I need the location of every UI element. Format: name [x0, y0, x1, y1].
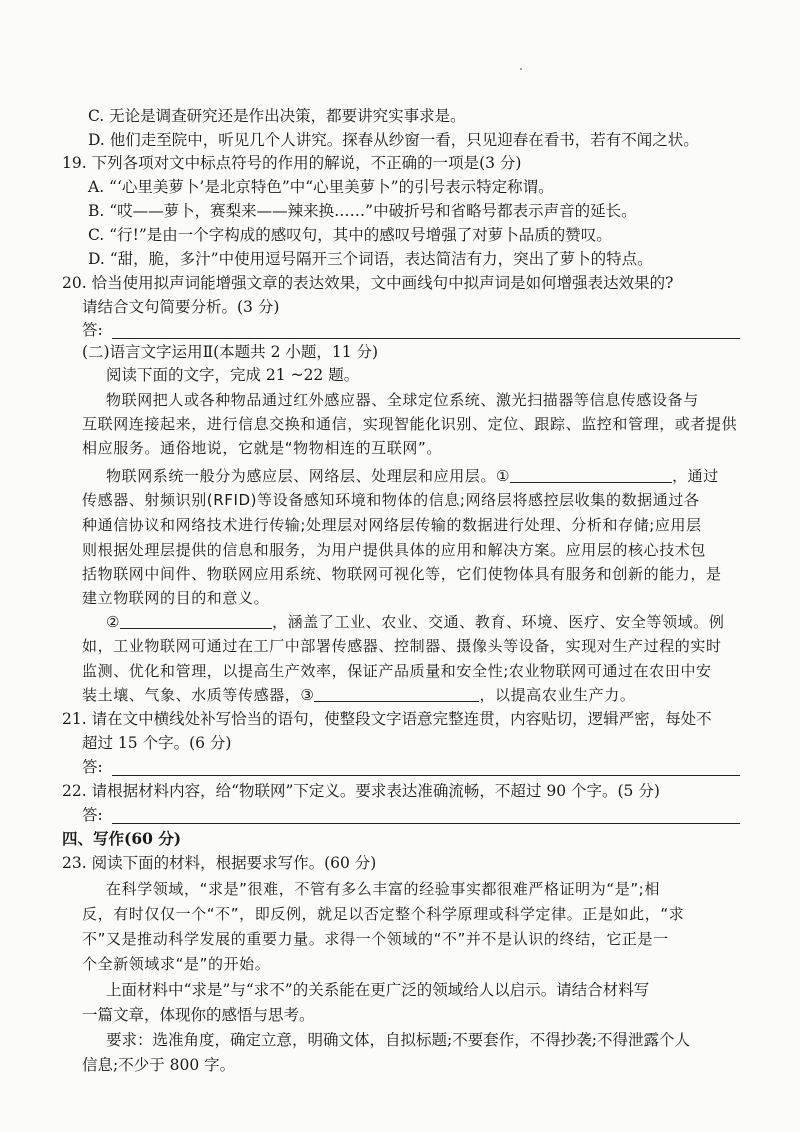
- q23-task-line1: 上面材料中“求是”与“求不”的关系能在更广泛的领域给人以启示。请结合材料写: [106, 981, 650, 999]
- section2-heading: (二)语言文字运用Ⅱ(本题共 2 小题，11 分): [82, 343, 379, 361]
- passage-p3-line2: 如，工业物联网可通过在工厂中部署传感器、控制器、摄像头等设备，实现对生产过程的实时: [82, 637, 722, 655]
- q18-option-c: C. 无论是调查研究还是作出决策，都要讲究实事求是。: [88, 107, 466, 125]
- blank-3[interactable]: [314, 687, 479, 702]
- passage-p2-line4: 则根据处理层提供的信息和服务，为用户提供具体的应用和解决方案。应用层的核心技术包: [82, 541, 707, 559]
- section2-instruction: 阅读下面的文字，完成 21 ~22 题。: [106, 366, 360, 384]
- passage-p1-line3: 相应服务。通俗地说，它就是“物物相连的互联网”。: [82, 439, 442, 457]
- passage-p3-line4-tail: ，以提高农业生产力。: [479, 686, 636, 704]
- passage-p3-line1: [106, 611, 724, 633]
- q21-stem-line2: 超过 15 个字。(6 分): [82, 734, 232, 752]
- scan-speck: [520, 68, 522, 70]
- q23-task-line2: 一篇文章，体现你的感悟与思考。: [82, 1006, 315, 1024]
- passage-p2-line1-tail: ，通过: [672, 467, 719, 485]
- q19-option-a: A. “‘心里美萝卜’是北京特色”中“心里美萝卜”的引号表示特定称谓。: [88, 178, 554, 196]
- blank-2[interactable]: [120, 614, 272, 629]
- passage-p1-line1: 物联网把人或各种物品通过红外感应器、全球定位系统、激光扫描器等信息传感设备与: [106, 391, 699, 409]
- q23-requirement-line2: 信息;不少于 800 字。: [82, 1056, 236, 1074]
- q21-answer-line[interactable]: [112, 775, 740, 776]
- q21-answer-label: 答:: [82, 758, 103, 776]
- passage-p3-line1-tail: ，涵盖了工业、农业、交通、教育、环境、医疗、安全等领域。例: [272, 613, 725, 631]
- q23-material-line1: 在科学领域，“求是”很难，不管有多么丰富的经验事实都很难严格证明为“是”;相: [106, 880, 660, 898]
- passage-p3-line3: 监测、优化和管理，以提高生产效率，保证产品质量和安全性;农业物联网可通过在农田中安: [82, 662, 712, 680]
- q21-stem-line1: 21. 请在文中横线处补写恰当的语句，使整段文字语意完整连贯，内容贴切，逻辑严密，每处不: [62, 710, 712, 728]
- passage-p2-line2: 传感器、射频识别(RFID)等设备感知环境和物体的信息;网络层将感控层收集的数据通过各: [82, 491, 700, 509]
- q23-requirement-line1: 要求：选准角度，确定立意，明确文体，自拟标题;不要套作，不得抄袭;不得泄露个人: [106, 1031, 690, 1049]
- q19-option-b: B. “哎——萝卜，赛梨来——辣来换……”中破折号和省略号都表示声音的延长。: [88, 202, 637, 220]
- q19-option-d: D. “甜，脆，多汁”中使用逗号隔开三个词语，表达简洁有力，突出了萝卜的特点。: [88, 250, 653, 268]
- passage-p2-line6: 建立物联网的目的和意义。: [82, 589, 270, 607]
- q22-answer-label: 答:: [82, 806, 103, 824]
- section4-heading: 四、写作(60 分): [62, 829, 182, 848]
- q23-material-line4: 个全新领域求“是”的开始。: [82, 955, 271, 973]
- q18-option-d: D. 他们走至院中，听见几个人讲究。探春从纱窗一看，只见迎春在看书，若有不闻之状。: [88, 131, 699, 149]
- passage-p2-line3: 种通信协议和网络技术进行传输;处理层对网络层传输的数据进行处理、分析和存储;应用层: [82, 516, 702, 534]
- passage-p2-line1-text: 物联网系统一般分为感应层、网络层、处理层和应用层。①: [106, 467, 511, 485]
- q23-stem: 23. 阅读下面的材料，根据要求写作。(60 分): [62, 854, 377, 872]
- passage-p3-line4-text: 装土壤、气象、水质等传感器，③: [82, 686, 315, 704]
- q20-stem-line1: 20. 恰当使用拟声词能增强文章的表达效果，文中画线句中拟声词是如何增强表达效果的?: [62, 274, 674, 292]
- q22-stem: 22. 请根据材料内容，给“物联网”下定义。要求表达准确流畅，不超过 90 个字。(5 分): [62, 782, 660, 800]
- q23-material-line3: 不”又是推动科学发展的重要力量。求得一个领域的“不”并不是认识的终结，它正是一: [82, 930, 669, 948]
- blank-1[interactable]: [510, 468, 672, 483]
- q19-option-c: C. “行!”是由一个字构成的感叹句，其中的感叹号增强了对萝卜品质的赞叹。: [88, 226, 612, 244]
- passage-p3-marker: ②: [106, 613, 121, 631]
- q19-stem: 19. 下列各项对文中标点符号的作用的解说，不正确的一项是(3 分): [62, 154, 522, 172]
- q22-answer-line[interactable]: [112, 823, 740, 824]
- passage-p1-line2: 互联网连接起来，进行信息交换和通信，实现智能化识别、定位、跟踪、监控和管理，或者提供: [82, 415, 738, 433]
- q23-material-line2: 反，有时仅仅一个“不”，即反例，就足以否定整个科学原理或科学定律。正是如此，“求: [82, 905, 685, 923]
- q20-answer-label: 答:: [82, 321, 103, 339]
- q20-answer-line[interactable]: [112, 338, 740, 339]
- passage-p2-line1: [106, 465, 719, 487]
- q20-stem-line2: 请结合文句简要分析。(3 分): [82, 298, 280, 316]
- passage-p2-line5: 括物联网中间件、物联网应用系统、物联网可视化等，它们使物体具有服务和创新的能力，是: [82, 565, 722, 583]
- passage-p3-line4: [82, 684, 635, 706]
